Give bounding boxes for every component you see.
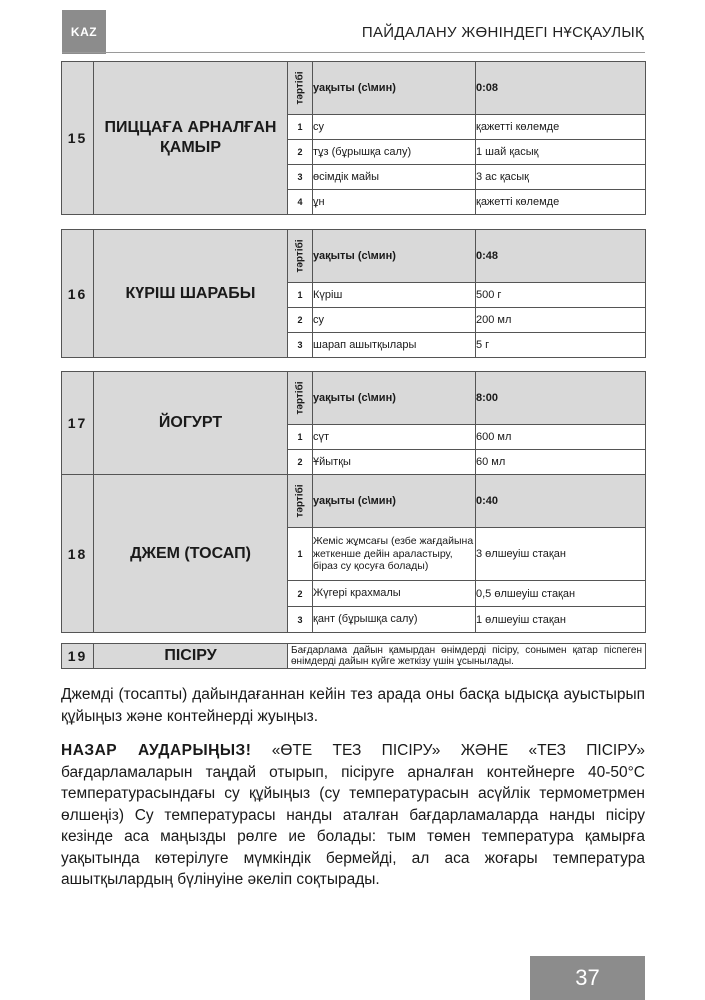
time-label: уақыты (с\мин) [313, 230, 476, 283]
ingredient-quantity: 200 мл [476, 308, 646, 333]
ingredient-quantity: қажетті көлемде [476, 190, 646, 215]
ingredient-index: 3 [288, 165, 313, 190]
ingredient-index: 2 [288, 450, 313, 475]
ingredient-name: Жеміс жұмсағы (езбе жағдайына жеткенше дейін араластыру, біраз су қосуға болады) [313, 528, 476, 581]
ingredient-name: тұз (бұрышқа салу) [313, 140, 476, 165]
program-name: ДЖЕМ (ТОСАП) [94, 475, 288, 633]
program-number: 16 [62, 230, 94, 358]
ingredient-index: 2 [288, 581, 313, 607]
program-table-15 [61, 61, 646, 215]
ingredient-index: 1 [288, 283, 313, 308]
time-value: 0:40 [476, 475, 646, 528]
warning-label: НАЗАР АУДАРЫҢЫЗ! [61, 742, 252, 759]
page-header-title: ПАЙДАЛАНУ ЖӨНІНДЕГІ НҰСҚАУЛЫҚ [361, 24, 644, 41]
ingredient-index: 3 [288, 333, 313, 358]
ingredient-name: өсімдік майы [313, 165, 476, 190]
ingredient-name: су [313, 115, 476, 140]
order-vertical-label: тәртібі [288, 62, 313, 115]
time-value: 0:48 [476, 230, 646, 283]
ingredient-quantity: қажетті көлемде [476, 115, 646, 140]
program-table-16 [61, 229, 646, 358]
warning-text: «ӨТЕ ТЕЗ ПІСІРУ» ЖӘНЕ «ТЕЗ ПІСІРУ» бағдарламаларын таңдай отырып, пісіруге арналған контейнерге 40-50°С температурасындағы су құйыңыз (су температурасын асүйлік термометрмен өлшеңіз) Су температурасы нанды аталған бағдарламаларда нанды пісіру кезінде аса маңызды рөлге ие болады: тым төмен температура қамырға уақытында көтерілуге мүмкіндік бермейді, ал аса жоғары температура ашытқылардың бүлінуіне әкеліп соқтырады. [61, 742, 646, 888]
ingredient-quantity: 1 өлшеуіш стақан [476, 607, 646, 633]
page-number: 37 [530, 956, 645, 1000]
program-name: ПІСІРУ [94, 644, 288, 669]
ingredient-name: сүт [313, 425, 476, 450]
program-number: 17 [62, 372, 94, 475]
ingredient-name: Жүгері крахмалы [313, 581, 476, 607]
ingredient-name: қант (бұрышқа салу) [313, 607, 476, 633]
jam-note-paragraph: Джемді (тосапты) дайындағаннан кейін тез арада оны басқа ыдысқа ауыстырып құйыңыз және контейнерді жуыңыз. [61, 686, 645, 725]
ingredient-name: Күріш [313, 283, 476, 308]
ingredient-index: 1 [288, 115, 313, 140]
ingredient-index: 1 [288, 425, 313, 450]
time-value: 8:00 [476, 372, 646, 425]
ingredient-quantity: 3 өлшеуіш стақан [476, 528, 646, 581]
ingredient-quantity: 60 мл [476, 450, 646, 475]
program-table-19 [61, 643, 646, 669]
ingredient-index: 4 [288, 190, 313, 215]
ingredient-name: шарап ашытқылары [313, 333, 476, 358]
language-tab: KAZ [62, 10, 106, 54]
program-number: 18 [62, 475, 94, 633]
ingredient-quantity: 0,5 өлшеуіш стақан [476, 581, 646, 607]
ingredient-name: ұн [313, 190, 476, 215]
time-label: уақыты (с\мин) [313, 372, 476, 425]
warning-paragraph [61, 740, 645, 891]
ingredient-name: су [313, 308, 476, 333]
program-name: ПИЦЦАҒА АРНАЛҒАН ҚАМЫР [94, 62, 288, 215]
time-label: уақыты (с\мин) [313, 62, 476, 115]
program-name: ЙОГУРТ [94, 372, 288, 475]
ingredient-quantity: 1 шай қасық [476, 140, 646, 165]
ingredient-index: 2 [288, 140, 313, 165]
ingredient-quantity: 3 ас қасық [476, 165, 646, 190]
ingredient-index: 3 [288, 607, 313, 633]
order-vertical-label: тәртібі [288, 230, 313, 283]
program-description: Бағдарлама дайын қамырдан өнімдерді пісіру, сонымен қатар піспеген өнімдерді дайын күйге жеткізу үшін ұсынылады. [288, 644, 646, 669]
program-table-17-18 [61, 371, 646, 633]
program-number: 19 [62, 644, 94, 669]
order-vertical-label: тәртібі [288, 372, 313, 425]
program-name: КҮРІШ ШАРАБЫ [94, 230, 288, 358]
time-label: уақыты (с\мин) [313, 475, 476, 528]
ingredient-quantity: 500 г [476, 283, 646, 308]
order-vertical-label: тәртібі [288, 475, 313, 528]
program-number: 15 [62, 62, 94, 215]
ingredient-quantity: 600 мл [476, 425, 646, 450]
ingredient-name: Ұйытқы [313, 450, 476, 475]
ingredient-index: 1 [288, 528, 313, 581]
header-divider [62, 52, 645, 53]
ingredient-quantity: 5 г [476, 333, 646, 358]
ingredient-index: 2 [288, 308, 313, 333]
time-value: 0:08 [476, 62, 646, 115]
